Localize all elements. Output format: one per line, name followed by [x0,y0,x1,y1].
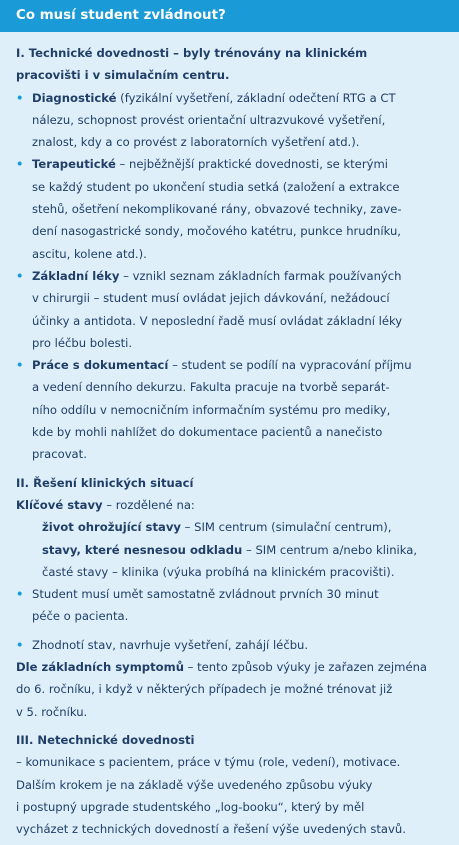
term-basic-drugs: Základní léky [32,268,120,283]
bullet-dot: • [16,358,24,373]
term-documentation: Práce s dokumentací [32,358,169,373]
text: – komunikace s pacientem, práce v týmu (role, vedení), motivace. [16,755,401,770]
term-therapeutic: Terapeutické [32,157,116,172]
bullet-basic-drugs [16,265,449,354]
text: – klinika (výuka probíhá na klinickém pracovišti). [108,564,395,579]
text: vycházet z technických dovedností a řešení výše uvedených stavů. [16,822,406,837]
text: ascitu, kolene atd.). [32,246,147,261]
text: a vedení denního dekurzu. Fakulta pracuje na tvorbě separát- [32,380,390,395]
text: nálezu, schopnost provést orientační ultrazvukové vyšetření, [32,112,386,127]
text: pracovat. [32,447,87,462]
text: dení nasogastrické sondy, močového katétru, punkce hrudníku, [32,224,401,239]
box-content [0,32,459,845]
bullet-therapeutic [16,153,449,264]
key-state-item [16,561,449,583]
section-1-heading: I. Technické dovednosti – byly trénovány na klinickém [16,46,368,60]
section-3-heading: III. Netechnické dovednosti [16,732,195,747]
text: (fyzikální vyšetření, základní odečtení RTG a CT [116,90,396,105]
text: – vznikl seznam základních farmak používaných [119,268,402,283]
bullet-diagnostic [16,87,449,154]
text: – nejběžnější praktické dovednosti, se kterými [115,157,388,172]
text: – rozdělené na: [102,497,195,512]
key-state-item [16,539,449,561]
text: v chirurgii – student musí ovládat jejich dávkování, nežádoucí [32,291,390,306]
bullet-dot: • [16,637,24,652]
text: účinky a antidota. V neposlední řadě musí ovládat základní léky [32,313,403,328]
term: stavy, které nesnesou odkladu [42,542,243,557]
text: do 6. ročníku, i když v některých případech je možné trénovat již [16,682,393,697]
term-key-states: Klíčové stavy [16,497,103,512]
text: stehů, ošetření nekomplikované rány, obvazové techniky, zave- [32,202,402,217]
text: ního oddílu v nemocničním informačním systému pro mediky, [32,402,391,417]
bullet-assess [16,634,449,656]
bullet-dot: • [16,587,24,602]
text: – SIM centrum (simulační centrum), [180,520,392,535]
text: Student musí umět samostatně zvládnout prvních 30 minut [32,587,379,602]
key-state-item [16,516,449,538]
term-diagnostic: Diagnostické [32,90,117,105]
text: – SIM centrum a/nebo klinika, [242,542,418,557]
bullet-dot: • [16,157,24,172]
text: Zhodnotí stav, navrhuje vyšetření, zahájí léčbu. [32,637,309,652]
text: péče o pacienta. [32,609,129,624]
section-1-heading-cont: pracovišti i v simulačním centru. [16,68,230,83]
term-symptoms: Dle základních symptomů [16,660,184,675]
text: – student se podílí na vypracování příjmu [168,358,412,373]
section-2-heading: II. Řešení klinických situací [16,475,194,490]
text: znalost, kdy a co provést z laboratorních vyšetření atd.). [32,135,360,150]
text: kde by mohli nahlížet do dokumentace pacientů a nanečisto [32,425,383,440]
bullet-documentation [16,354,449,465]
bullet-first-30-min [16,583,449,628]
text: v 5. ročníku. [16,704,88,719]
term: život ohrožující stavy [42,520,181,535]
text: se každý student po ukončení studia setká (založení a extrakce [32,179,400,194]
text: – tento způsob výuky je zařazen zejména [183,660,428,675]
text: i postupný upgrade studentského „log-booku“, který by měl [16,799,365,814]
term: časté stavy [42,564,109,579]
bullet-dot: • [16,90,24,105]
text: pro léčbu bolesti. [32,335,133,350]
box-title: Co musí student zvládnout? [0,0,459,32]
bullet-dot: • [16,268,24,283]
text: Dalším krokem je na základě výše uvedeného způsobu výuky [16,777,373,792]
